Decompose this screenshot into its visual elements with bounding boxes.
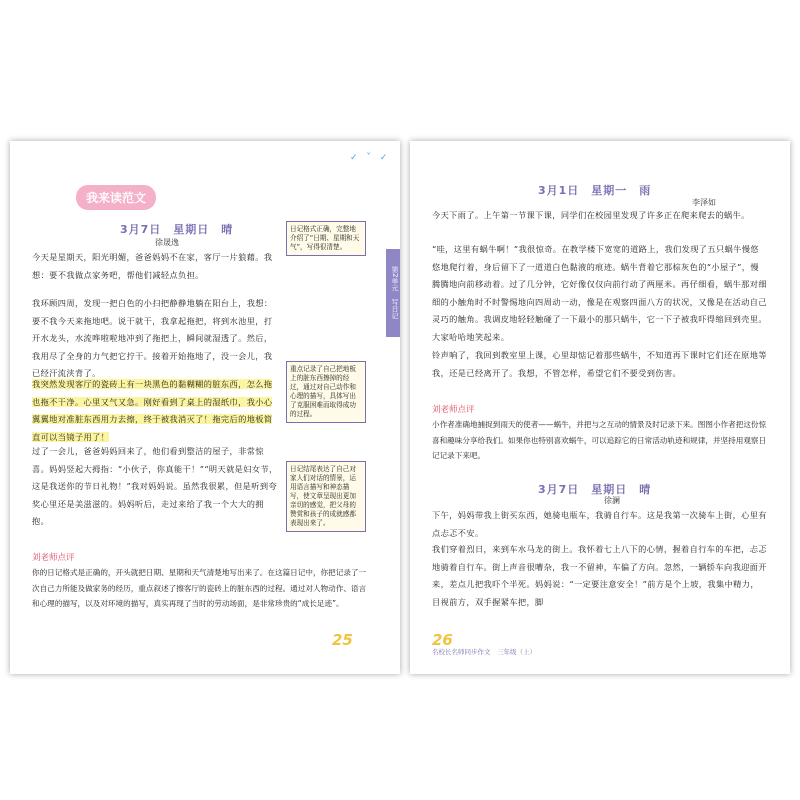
diary-author-1: 李泽如 bbox=[692, 198, 716, 207]
entry1-paragraph-2: “哇，这里有蜗牛啊！”我很惊奇。在教学楼下宽宽的道路上，我们发现了五只蜗牛慢悠悠地爬行着，身后留下了一道道白色黏液的痕迹。蜗牛背着它那棕灰色的“小屋子”，慢腾腾地向前移动着。过了几分钟，它好像仅仅向前行动了两厘米。再仔细看，蜗牛那对细细的小触角时不时警惕地向四周动一动，像是在观察四面八方的状况，又像是在活动自己灵巧的触角。我调皮地轻轻触碰了一下最小的那只蜗牛，它一下子被我吓得缩回到壳里。大家哈哈地笑起来。 bbox=[432, 244, 767, 342]
margin-note-2: 重点记录了自己把地板上的脏东西擦掉的经过，通过对自己动作和心理的描写，具体写出了克服困难而取得成功的过程。 bbox=[286, 361, 366, 423]
unit-side-tab: 第2单元 写日记 bbox=[386, 249, 400, 337]
left-page bbox=[10, 141, 400, 674]
teacher-comment: 你的日记格式是正确的，开头就把日期、星期和天气清楚地写出来了。在这篇日记中，你把记录了一次自己力所能及做家务的经历，重点叙述了擦客厅的瓷砖上的脏东西的过程。通过对人物动作、语言和心理的描写，以及对环境的描写，真实再现了当时的劳动场面，是非常珍贵的“成长足迹”。 bbox=[32, 568, 367, 608]
section-badge: 我来读范文 bbox=[76, 185, 156, 210]
entry1-paragraph-1: 今天下雨了。上午第一节课下课，同学们在校园里发现了许多正在爬来爬去的蜗牛。 bbox=[432, 210, 750, 220]
entry2-paragraph-2: 我们穿着烈日，来到车水马龙的街上。我怀着七上八下的心情，握着自行车的车把，忐忑地骑着自行车。街上声音很嘈杂，我一不留神，车偏了方向。忽然，一辆轿车向我迎面开来，差点儿把我吓个半死。妈妈说：“一定要注意安全！”前方是个上坡，我集中精力，目视前方，双手握紧车把，脚 bbox=[432, 544, 767, 607]
diary-paragraph-3 bbox=[32, 376, 280, 446]
margin-note-3: 日记结尾表达了自己对家人们对话的情景，运用语言描写和神态描写，使文章呈现出更加亲切的感觉，把父母的赞赏和孩子的成就感都表现出来了。 bbox=[286, 461, 366, 532]
diary-title-1: 3月1日 星期一 雨 bbox=[538, 184, 652, 197]
entry2-paragraph-1: 下午，妈妈带我上街买东西，她骑电瓶车，我骑自行车。这是我第一次骑车上街，心里有点忐忑不安。 bbox=[432, 510, 767, 538]
diary-author-2: 徐澜 bbox=[604, 496, 620, 505]
birds-decoration: ✓ ˅ ✓ bbox=[350, 153, 391, 163]
highlighted-text: 我突然发现客厅的瓷砖上有一块黑色的黏糊糊的脏东西，怎么拖也拖不干净。心里又气又急。刚好看到了桌上的湿纸巾，我小心翼翼地对准脏东西用力去擦，终于被我消灭了！拖完后的地板简直可以当镜子用了！ bbox=[32, 379, 273, 442]
right-page bbox=[410, 141, 790, 674]
teacher-comment-label: 刘老师点评 bbox=[432, 405, 475, 415]
page-number: 25 bbox=[332, 631, 353, 649]
diary-title: 3月7日 星期日 晴 bbox=[120, 223, 234, 236]
diary-title-2: 3月7日 星期日 晴 bbox=[538, 483, 652, 496]
entry1-paragraph-3: 铃声响了，我回到教室里上课，心里却惦记着那些蜗牛，不知道再下课时它们还在原地等我，还是已经离开了。我想，不管怎样，希望它们不要受到伤害。 bbox=[432, 350, 767, 378]
diary-paragraph-1: 今天是星期天，阳光明媚，爸爸妈妈不在家，客厅一片狼藉。我想：要不我做点家务吧，帮他们减轻点负担。 bbox=[32, 252, 273, 280]
margin-note-1: 日记格式正确，完整地介绍了“日期、星期和天气”，写得很清楚。 bbox=[286, 221, 366, 256]
diary-paragraph-4: 过了一会儿，爸爸妈妈回来了，他们看到整洁的屋子，非常惊喜。妈妈竖起大拇指：“小伙子，你真能干！”“明天就是妇女节，这是我送你的节日礼物！”我对妈妈说。虽然我很累，但是听到夸奖心里还是美滋滋的。妈妈听后，走过来给了我一个大大的拥抱。 bbox=[32, 446, 278, 526]
diary-author: 徐晟逸 bbox=[155, 238, 179, 247]
page-number: 26 bbox=[432, 631, 453, 649]
diary-paragraph-2: 我环顾四周，发现一把白色的小扫把静静地躺在阳台上，我想：要不我今天来拖地吧。说干就干，我拿起拖把，将到水池里，打开水龙头，水流哗啦啦地冲到了拖把上，瞬间就湿透了。然后，我用尽了全身的力气把它拧干。接着开始拖地了，没一会儿，我已经汗流浃背了。 bbox=[32, 298, 273, 378]
teacher-comment-label: 刘老师点评 bbox=[32, 553, 75, 563]
teacher-comment: 小作者准确地捕捉到雨天的使者——蜗牛，并把与之互动的情景及时记录下来。图图小作者把这份惊喜和趣味分享给我们。如果你也特别喜欢蜗牛，可以追踪它的日常活动轨迹和规律，并坚持用观察日记记录下来吧。 bbox=[432, 420, 767, 460]
page-footer: 名校长名师同步作文 三年级（上） bbox=[432, 648, 536, 656]
